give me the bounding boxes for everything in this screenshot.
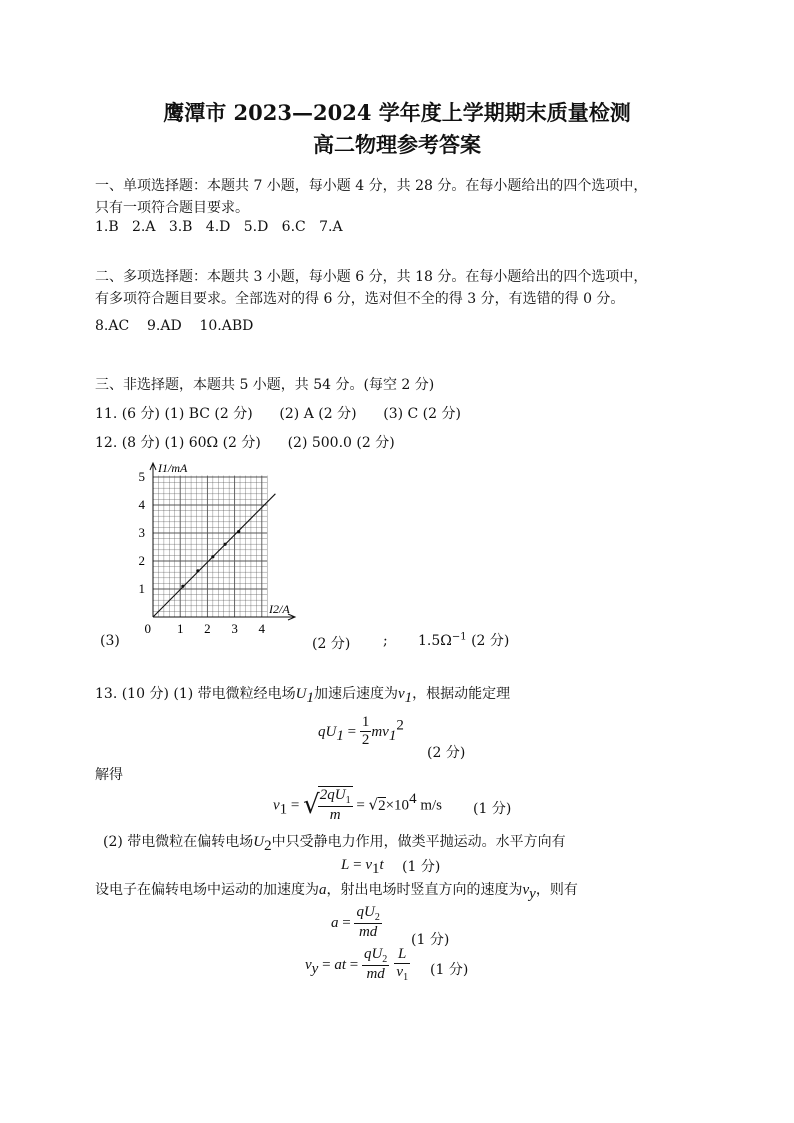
- section2-line2: 有多项符合题目要求。全部选对的得 6 分，选对但不全的得 3 分，有选错的得 0 分。: [95, 291, 625, 307]
- origin-label: 0: [144, 621, 151, 636]
- x-tick-label: 4: [258, 621, 266, 636]
- y-axis-label: I1/mA: [158, 461, 188, 475]
- q12-part3-answer: $1.5\Omega^{-1}$ (2 分): [418, 631, 510, 649]
- page-subtitle: 高二物理参考答案: [313, 132, 481, 157]
- section2-answers: 8.AC 9.AD 10.ABD: [95, 318, 254, 334]
- equation-vertical-velocity-score: (1 分): [430, 962, 469, 978]
- equation-energy-score: (2 分): [427, 745, 466, 761]
- section2-line1: 二、多项选择题：本题共 3 小题，每小题 6 分，共 18 分。在每小题给出的四个选项中，: [95, 269, 648, 285]
- data-point: [196, 569, 199, 572]
- section1-line2: 只有一项符合题目要求。: [95, 200, 249, 216]
- q13-accel-line: 设电子在偏转电场中运动的加速度为a，射出电场时竖直方向的速度为$v_y$，则有: [95, 882, 578, 902]
- data-point: [211, 555, 214, 558]
- equation-acceleration: a = $\frac{qU_2}{md}$: [331, 904, 380, 940]
- data-point: [223, 543, 226, 546]
- equation-energy: $qU_1$ = $\frac{1}{2}$ $mv_1^2$: [318, 714, 404, 748]
- y-tick-label: 1: [138, 581, 145, 596]
- solve-label: 解得: [95, 767, 123, 783]
- data-point: [237, 530, 240, 533]
- x-axis-label: I2/A: [269, 602, 290, 616]
- data-point: [181, 585, 184, 588]
- y-tick-label: 3: [138, 525, 145, 540]
- y-tick-label: 4: [138, 497, 145, 512]
- q12-answer: 12. (8 分) (1) 60Ω (2 分) (2) 500.0 (2 分): [95, 435, 395, 451]
- q12-part3-label: (3): [100, 633, 120, 649]
- q12-part3-separator: ;: [383, 633, 388, 649]
- equation-velocity-score: (1 分): [473, 801, 512, 817]
- y-tick-label: 5: [138, 469, 145, 484]
- q12-graph: [135, 460, 305, 640]
- page-title: 鹰潭市 2023—2024 学年度上学期期末质量检测: [163, 100, 631, 125]
- y-tick-label: 2: [138, 553, 145, 568]
- q13-head: 13. (10 分) (1) 带电微粒经电场$U_1$加速后速度为$v_1$，根据动能定理: [95, 686, 511, 706]
- q13-part2-line: (2) 带电微粒在偏转电场$U_2$中只受静电力作用，做类平抛运动。水平方向有: [103, 834, 566, 854]
- q12-part3-score: (2 分): [312, 636, 351, 652]
- equation-horizontal-score: (1 分): [402, 859, 441, 875]
- x-tick-label: 1: [176, 621, 184, 636]
- equation-velocity: $v_1$ = √ $\frac{2qU_1}{m}$ = $√2\times 10^4$ m/s: [273, 787, 442, 823]
- section1-line1: 一、单项选择题：本题共 7 小题，每小题 4 分，共 28 分。在每小题给出的四个选项中，: [95, 178, 648, 194]
- equation-acceleration-score: (1 分): [411, 932, 450, 948]
- section1-answers: 1.B 2.A 3.B 4.D 5.D 6.C 7.A: [95, 219, 343, 235]
- equation-vertical-velocity: $v_y$ = at = $\frac{qU_2}{md}$ $\frac{L}{v_1}$: [305, 946, 409, 983]
- x-tick-label: 2: [204, 621, 211, 636]
- equation-horizontal: $L = v_1t$: [341, 857, 384, 878]
- section3-intro: 三、非选择题，本题共 5 小题，共 54 分。(每空 2 分): [95, 377, 435, 393]
- q11-answer: 11. (6 分) (1) BC (2 分) (2) A (2 分) (3) C (2 分): [95, 406, 461, 422]
- x-tick-label: 3: [231, 621, 238, 636]
